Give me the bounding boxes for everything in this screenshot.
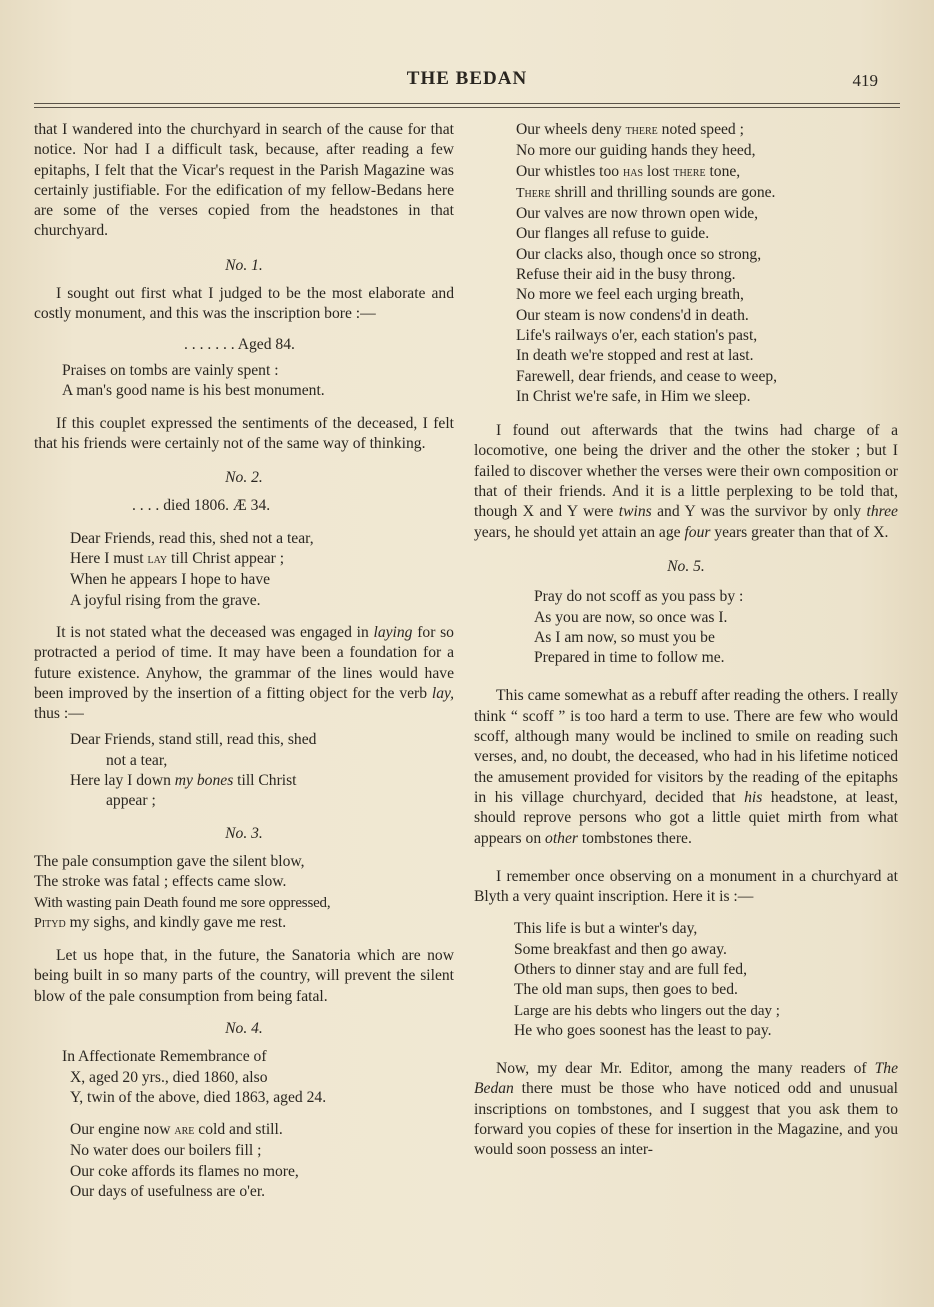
verse-line (34, 913, 454, 934)
verse-line: Farewell, dear friends, and cease to weep, (516, 367, 778, 385)
verse-line: The stroke was fatal ; effects came slow. (34, 873, 287, 891)
page-number: 419 (852, 71, 878, 90)
verse-line: Life's railways o'er, each station's past, (516, 326, 758, 344)
verse (34, 361, 454, 402)
paragraph: If this couplet expressed the sentiments of the deceased, I felt that his friends were certainly not of the same way of thinking. (34, 414, 454, 452)
small-caps-word: has (623, 164, 644, 180)
italic-word: The Bedan (474, 1060, 898, 1098)
verse-line: Dear Friends, stand still, read this, shed (70, 731, 317, 749)
text-run: there must be those who have noticed odd and unusual inscriptions on tombstones, and I suggest that you ask them to forward you copies of these for insertion in the Magazine, and you would soon possess an inter- (474, 1080, 898, 1159)
text-run: tone, (705, 162, 741, 180)
italic-word: other (545, 829, 578, 847)
memorial (34, 1068, 454, 1109)
verse-line: No water does our boilers fill ; (70, 1142, 262, 1160)
text-run: Here I must (70, 550, 148, 568)
text-run: Our wheels deny (516, 121, 626, 138)
text-run: Our engine now (70, 1121, 175, 1139)
paragraph (474, 686, 898, 848)
memorial-line: Y, twin of the above, died 1863, aged 24. (70, 1088, 327, 1106)
verse-line: not a tear, (106, 751, 168, 769)
verse-line (70, 549, 454, 570)
text-run: my sighs, and kindly gave me rest. (65, 913, 287, 931)
verse-line: A joyful rising from the grave. (70, 591, 261, 609)
verse-line: A man's good name is his best monument. (62, 382, 325, 400)
text-run: lost (643, 162, 674, 180)
header-rule-top (34, 103, 900, 104)
memorial-line: In Affectionate Remembrance of (62, 1048, 267, 1066)
verse-line: appear ; (106, 792, 156, 810)
verse (34, 529, 454, 611)
text-run: noted speed ; (657, 121, 744, 138)
small-caps-word: there (625, 123, 658, 138)
verse-line (70, 771, 454, 791)
section-heading: No. 1. (225, 256, 263, 274)
italic-word: three (866, 503, 898, 521)
inscription-line: . . . . . . . Aged 84. (184, 335, 295, 353)
small-caps-word: lay (147, 552, 168, 568)
small-caps-word: there (673, 164, 706, 180)
small-caps-word: Pityd (34, 915, 66, 931)
section-heading: No. 2. (225, 469, 263, 487)
running-header (0, 68, 934, 98)
text-run: till Christ appear ; (167, 550, 285, 568)
verse-line: Our coke affords its flames no more, (70, 1162, 299, 1180)
verse-line: Pray do not scoff as you pass by : (534, 588, 744, 606)
paragraph: I remember once observing on a monument in a churchyard at Blyth a very quaint inscription. Here it is :— (474, 867, 898, 906)
italic-word: lay, (431, 684, 454, 702)
text-run: for so protracted a period of time. It may have been a foundation for a future existence. Anyhow, the grammar of the lines would have been improved by the insertion of a fitting object for the verb (34, 623, 454, 702)
journal-title: THE BEDAN (406, 68, 528, 89)
paragraph: I sought out first what I judged to be the most elaborate and costly monument, and this was the inscription bore :— (34, 285, 454, 323)
verse-line: No more we feel each urging breath, (516, 286, 744, 304)
verse-line (70, 1120, 454, 1141)
verse-line: As you are now, so once was I. (534, 608, 728, 626)
text-run: and Y was the survivor by only (651, 503, 867, 521)
verse-line: Praises on tombs are vainly spent : (62, 361, 279, 379)
text-run: shrill and thrilling sounds are gone. (550, 183, 776, 201)
section-heading: No. 3. (225, 824, 263, 842)
verse-line: Others to dinner stay and are full fed, (514, 960, 747, 978)
verse-line: Refuse their aid in the busy throng. (516, 266, 736, 284)
italic-word: his (744, 788, 763, 806)
text-run: thus :— (34, 705, 84, 723)
text-run: tombstones there. (577, 829, 692, 847)
verse-line: Large are his debts who lingers out the day ; (514, 1002, 780, 1019)
text-run: years greater than that of X. (710, 523, 889, 541)
inscription-line: . . . . died 1806. Æ 34. (132, 497, 271, 515)
italic-word: my bones (174, 772, 234, 790)
paragraph: that I wandered into the churchyard in search of the cause for that notice. Nor had I a difficult task, because, after reading a few epitaphs, I felt that the Vicar's request in the Parish Magazine was certainly justifiable. For the edification of my fellow-Bedans here are some of the verses copied from the headstones in that churchyard. (34, 121, 454, 240)
verse (34, 730, 454, 811)
text-run: years, he should yet attain an age (474, 523, 685, 541)
small-caps-word: There (516, 185, 551, 201)
paragraph (474, 1059, 898, 1160)
verse (474, 587, 898, 668)
italic-word: twins (618, 503, 652, 521)
memorial-line: X, aged 20 yrs., died 1860, also (70, 1068, 268, 1086)
verse-line: Our valves are now thrown open wide, (516, 205, 759, 223)
verse-line (516, 120, 898, 141)
verse-line: Some breakfast and then go away. (514, 940, 727, 958)
text-run: headstone, at least, should reprove persons who got a little quiet mirth from what appears on (474, 788, 898, 847)
verse (34, 1120, 454, 1202)
small-caps-word: are (174, 1123, 195, 1139)
right-column (474, 120, 898, 1161)
verse-line: Prepared in time to follow me. (534, 649, 725, 667)
header-rule-bottom (34, 107, 900, 108)
verse-line: Our clacks also, though once so strong, (516, 245, 762, 263)
verse-line: In death we're stopped and rest at last. (516, 347, 754, 365)
paragraph (34, 623, 454, 724)
verse-line: This life is but a winter's day, (514, 920, 698, 938)
verse-line: The pale consumption gave the silent blow, (34, 852, 305, 870)
paragraph (474, 421, 898, 543)
italic-word: four (684, 523, 711, 541)
verse (34, 852, 454, 934)
text-run: I found out afterwards that the twins had charge of a locomotive, one being the driver and the other the stoker ; but I failed to discover whether the verses were their own composition or that of their friends. And it is a little perplexing to be told that, though X and Y were (474, 422, 898, 521)
text-run: till Christ (233, 772, 297, 790)
text-run: Now, my dear Mr. Editor, among the many readers of (496, 1060, 875, 1078)
verse-line: When he appears I hope to have (70, 571, 271, 589)
verse-line: Our steam is now condens'd in death. (516, 306, 749, 324)
verse-line: With wasting pain Death found me sore oppressed, (34, 894, 331, 911)
text-run: It is not stated what the deceased was engaged in (56, 623, 374, 641)
verse (474, 120, 898, 407)
verse-line: Our flanges all refuse to guide. (516, 225, 710, 243)
left-column (34, 120, 454, 1202)
verse (474, 919, 898, 1041)
verse-line: He who goes soonest has the least to pay. (514, 1021, 772, 1039)
section-heading: No. 4. (225, 1019, 263, 1037)
verse-line (516, 183, 898, 204)
verse-line: No more our guiding hands they heed, (516, 142, 756, 160)
section-heading: No. 5. (667, 557, 705, 575)
verse-line: The old man sups, then goes to bed. (514, 981, 738, 999)
text-run: Here lay I down (70, 772, 175, 790)
verse-line: As I am now, so must you be (534, 628, 715, 646)
verse-line: Our days of usefulness are o'er. (70, 1183, 266, 1201)
verse-line (516, 162, 898, 183)
text-run: cold and still. (194, 1121, 283, 1139)
italic-word: laying (373, 623, 413, 641)
paragraph: Let us hope that, in the future, the Sanatoria which are now being built in so many parts of the country, will prevent the silent blow of the pale consumption from being fatal. (34, 947, 454, 1005)
verse-line: In Christ we're safe, in Him we sleep. (516, 387, 751, 405)
verse-line: Dear Friends, read this, shed not a tear, (70, 529, 314, 547)
text-run: This came somewhat as a rebuff after reading the others. I really think “ scoff ” is too hard a term to use. There are few who would scoff, although many would be inclined to smile on reading such verses, and, no doubt, the deceased, who had in his lifetime noticed the amusement provided for visitors by the reading of the epitaphs in his village churchyard, decided that (474, 687, 898, 806)
text-run: Our whistles too (516, 162, 623, 180)
